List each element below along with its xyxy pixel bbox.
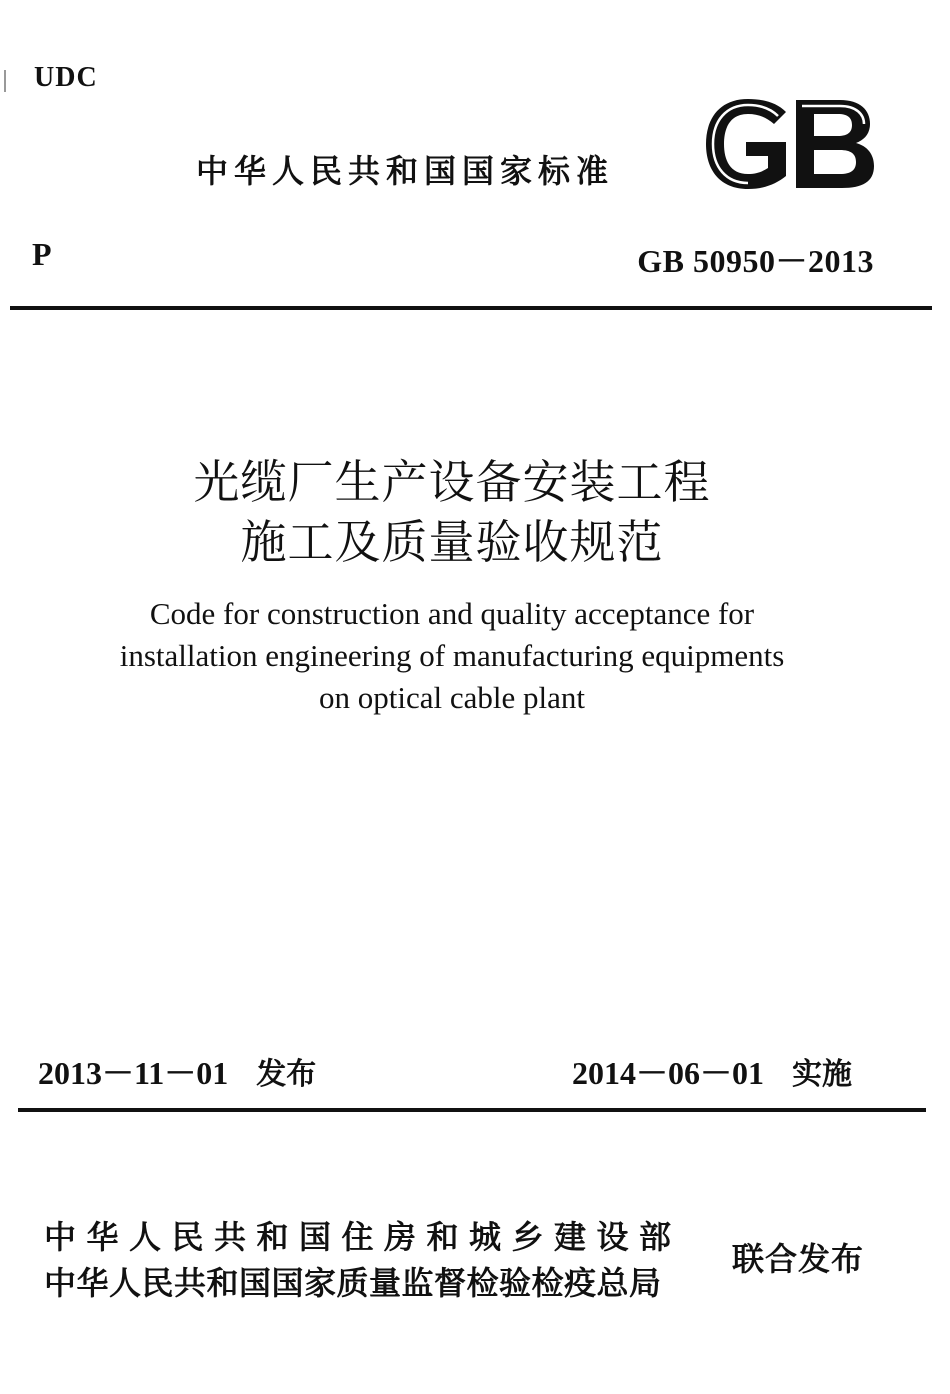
title-english-line2: installation engineering of manufacturing equipments [119,638,785,673]
udc-label: UDC [34,62,98,93]
standard-number: GB 50950－2013 [637,243,874,279]
bottom-divider [18,1108,926,1112]
title-english-line1: Code for construction and quality acceptance for [149,596,755,631]
gb-logo [700,96,878,192]
top-divider [10,306,932,310]
issue-date-block [38,1048,316,1094]
issuer-line2: 中华人民共和国国家质量监督检验检疫总局 [44,1264,662,1302]
title-chinese-line2: 施工及质量验收规范 [240,515,664,569]
standard-type: 中华人民共和国国家标准 [196,152,615,190]
title-chinese-line1: 光缆厂生产设备安装工程 [193,455,711,509]
implement-label: 实施 [792,1057,853,1092]
joint-issue-label: 联合发布 [732,1240,865,1278]
implement-date: 2014－06－01 [572,1055,765,1091]
scan-edge-mark [4,70,6,92]
classification-code: P [32,236,52,272]
implement-date-block [572,1048,852,1094]
title-english-line3: on optical cable plant [319,680,585,715]
issuer-line1: 中华人民共和国住房和城乡建设部 [44,1218,682,1256]
issue-date: 2013－11－01 [38,1055,229,1091]
issue-label: 发布 [256,1057,317,1092]
